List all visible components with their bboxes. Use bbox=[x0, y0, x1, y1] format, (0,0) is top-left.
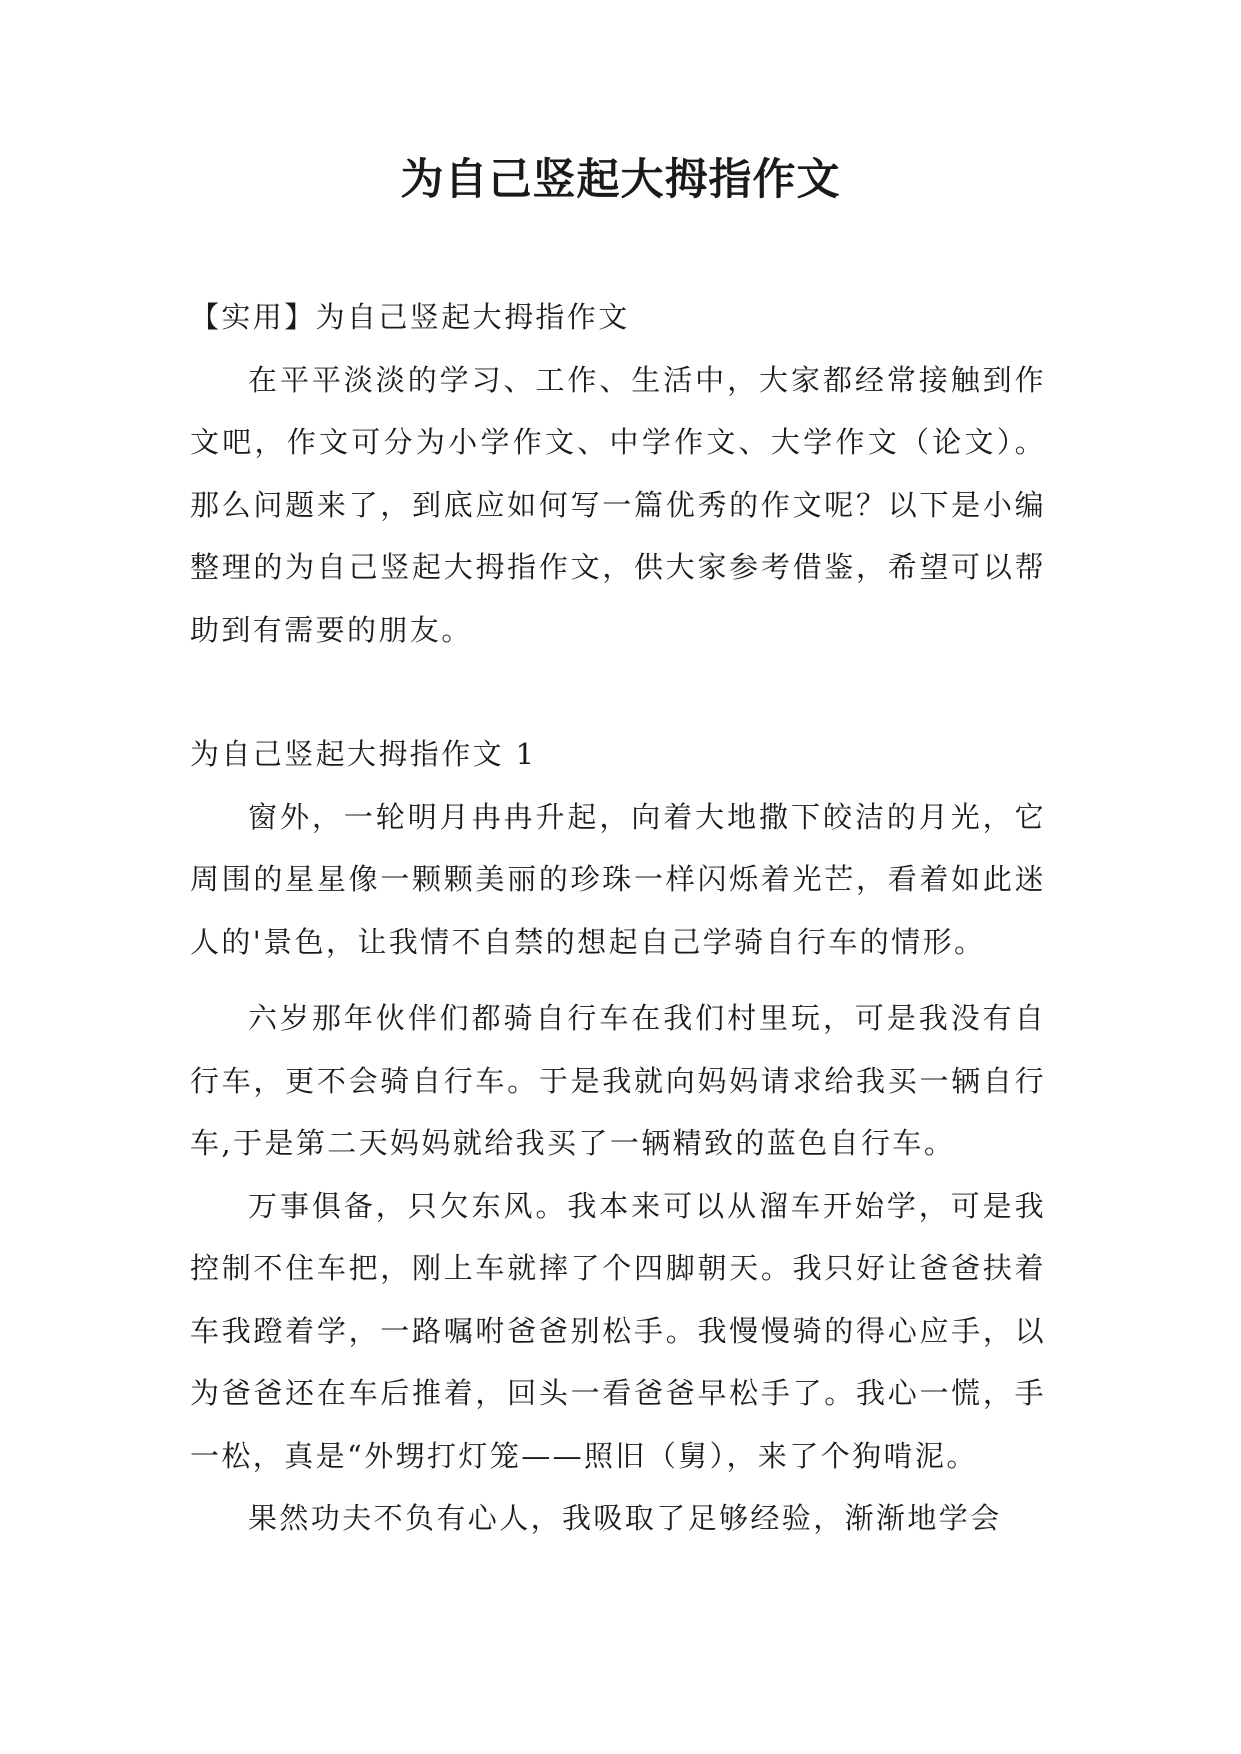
intro-paragraph: 在平平淡淡的学习、工作、生活中，大家都经常接触到作文吧，作文可分为小学作文、中学作文、大学作文（论文）。那么问题来了，到底应如何写一篇优秀的作文呢？以下是小编整理的为自己竖起大拇指作文，供大家参考借鉴，希望可以帮助到有需要的朋友。 bbox=[190, 362, 1046, 647]
document-body bbox=[190, 286, 1046, 1550]
paragraph-spacer bbox=[190, 973, 1046, 987]
body-paragraph: 果然功夫不负有心人，我吸取了足够经验，渐渐地学会 bbox=[248, 1501, 1002, 1535]
lead-line: 【实用】为自己竖起大拇指作文 bbox=[190, 300, 630, 334]
section-spacer bbox=[190, 661, 1046, 723]
body-paragraph: 六岁那年伙伴们都骑自行车在我们村里玩，可是我没有自行车，更不会骑自行车。于是我就向妈妈请求给我买一辆自行车,于是第二天妈妈就给我买了一辆精致的蓝色自行车。 bbox=[190, 1001, 1046, 1160]
document-title: 为自己竖起大拇指作文 bbox=[400, 155, 841, 205]
body-paragraph: 窗外，一轮明月冉冉升起，向着大地撒下皎洁的月光，它周围的星星像一颗颗美丽的珍珠一样闪烁着光芒，看着如此迷人的'景色，让我情不自禁的想起自己学骑自行车的情形。 bbox=[190, 799, 1046, 959]
section-heading: 为自己竖起大拇指作文 1 bbox=[190, 737, 537, 771]
body-paragraph: 万事俱备，只欠东风。我本来可以从溜车开始学，可是我控制不住车把，刚上车就摔了个四脚朝天。我只好让爸爸扶着车我蹬着学，一路嘱咐爸爸别松手。我慢慢骑的得心应手，以为爸爸还在车后推着，回头一看爸爸早松手了。我心一慌，手一松，真是“外甥打灯笼——照旧（舅），来了个狗啃泥。 bbox=[190, 1188, 1046, 1473]
